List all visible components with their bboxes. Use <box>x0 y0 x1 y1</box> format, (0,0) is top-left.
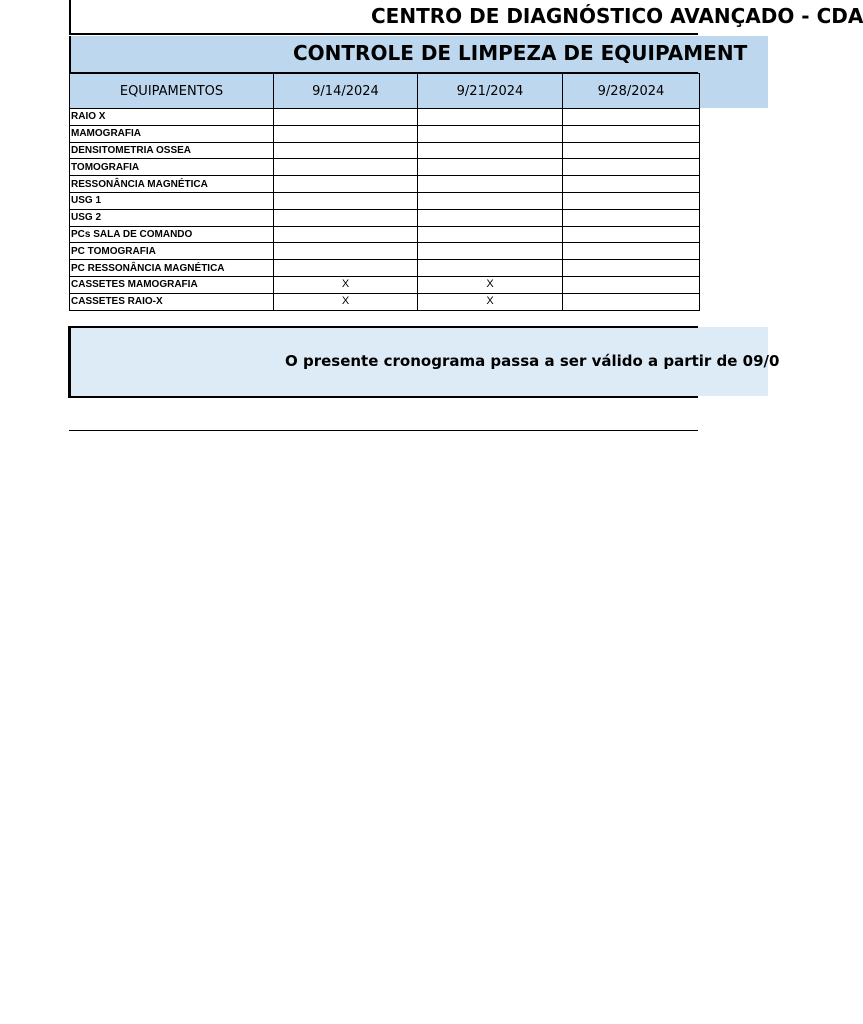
table-row <box>70 276 700 293</box>
schedule-cell[interactable] <box>563 159 700 176</box>
table-row <box>70 209 700 226</box>
table-row <box>70 125 700 142</box>
schedule-cell[interactable] <box>418 109 563 126</box>
schedule-cell[interactable] <box>274 226 418 243</box>
equipment-name-cell[interactable]: RESSONÂNCIA MAGNÉTICA <box>70 176 274 193</box>
table-row <box>70 176 700 193</box>
table-row <box>70 192 700 209</box>
equipment-name-cell[interactable]: CASSETES MAMOGRAFIA <box>70 276 274 293</box>
table-row <box>70 142 700 159</box>
document-subtitle: CONTROLE DE LIMPEZA DE EQUIPAMENT <box>69 36 698 73</box>
table-row <box>70 109 700 126</box>
schedule-cell[interactable] <box>563 125 700 142</box>
equipment-name-cell[interactable]: PC TOMOGRAFIA <box>70 243 274 260</box>
schedule-cell[interactable] <box>418 192 563 209</box>
schedule-cell[interactable] <box>418 159 563 176</box>
header-date-3: 9/28/2024 <box>563 74 700 109</box>
equipment-name-cell[interactable]: USG 2 <box>70 209 274 226</box>
document-title: CENTRO DE DIAGNÓSTICO AVANÇADO - CDA <box>69 0 698 35</box>
equipment-name-cell[interactable]: TOMOGRAFIA <box>70 159 274 176</box>
schedule-cell[interactable] <box>274 125 418 142</box>
schedule-cell[interactable] <box>274 142 418 159</box>
table-header-row <box>70 74 700 109</box>
schedule-cell[interactable] <box>418 226 563 243</box>
table-row <box>70 293 700 310</box>
table-row <box>70 159 700 176</box>
schedule-cell[interactable] <box>418 125 563 142</box>
schedule-cell[interactable] <box>563 142 700 159</box>
schedule-cell[interactable] <box>563 192 700 209</box>
divider-line <box>69 430 698 431</box>
header-date-1: 9/14/2024 <box>274 74 418 109</box>
schedule-cell[interactable] <box>274 209 418 226</box>
equipment-name-cell[interactable]: PCs SALA DE COMANDO <box>70 226 274 243</box>
cleaning-schedule-table <box>69 73 700 311</box>
equipment-name-cell[interactable]: DENSITOMETRIA OSSEA <box>70 142 274 159</box>
schedule-cell[interactable] <box>563 226 700 243</box>
equipment-name-cell[interactable]: RAIO X <box>70 109 274 126</box>
schedule-cell[interactable] <box>274 243 418 260</box>
equipment-name-cell[interactable]: PC RESSONÂNCIA MAGNÉTICA <box>70 260 274 277</box>
schedule-cell[interactable]: X <box>274 293 418 310</box>
header-equipment: EQUIPAMENTOS <box>70 74 274 109</box>
header-date-2: 9/21/2024 <box>418 74 563 109</box>
schedule-cell[interactable] <box>563 293 700 310</box>
schedule-cell[interactable] <box>418 260 563 277</box>
schedule-cell[interactable] <box>418 243 563 260</box>
equipment-name-cell[interactable]: USG 1 <box>70 192 274 209</box>
validity-notice: O presente cronograma passa a ser válido a partir de 09/0 <box>68 326 698 398</box>
table-row <box>70 260 700 277</box>
schedule-cell[interactable]: X <box>418 276 563 293</box>
schedule-cell[interactable] <box>274 109 418 126</box>
schedule-cell[interactable]: X <box>418 293 563 310</box>
schedule-cell[interactable] <box>274 192 418 209</box>
equipment-name-cell[interactable]: CASSETES RAIO-X <box>70 293 274 310</box>
schedule-cell[interactable] <box>563 260 700 277</box>
schedule-cell[interactable]: X <box>274 276 418 293</box>
schedule-cell[interactable] <box>563 243 700 260</box>
schedule-cell[interactable] <box>563 209 700 226</box>
schedule-cell[interactable] <box>274 176 418 193</box>
schedule-cell[interactable] <box>274 260 418 277</box>
schedule-cell[interactable] <box>418 176 563 193</box>
schedule-cell[interactable] <box>563 276 700 293</box>
schedule-cell[interactable] <box>418 142 563 159</box>
equipment-name-cell[interactable]: MAMOGRAFIA <box>70 125 274 142</box>
table-row <box>70 243 700 260</box>
schedule-cell[interactable] <box>418 209 563 226</box>
schedule-cell[interactable] <box>563 109 700 126</box>
table-row <box>70 226 700 243</box>
schedule-cell[interactable] <box>563 176 700 193</box>
schedule-cell[interactable] <box>274 159 418 176</box>
